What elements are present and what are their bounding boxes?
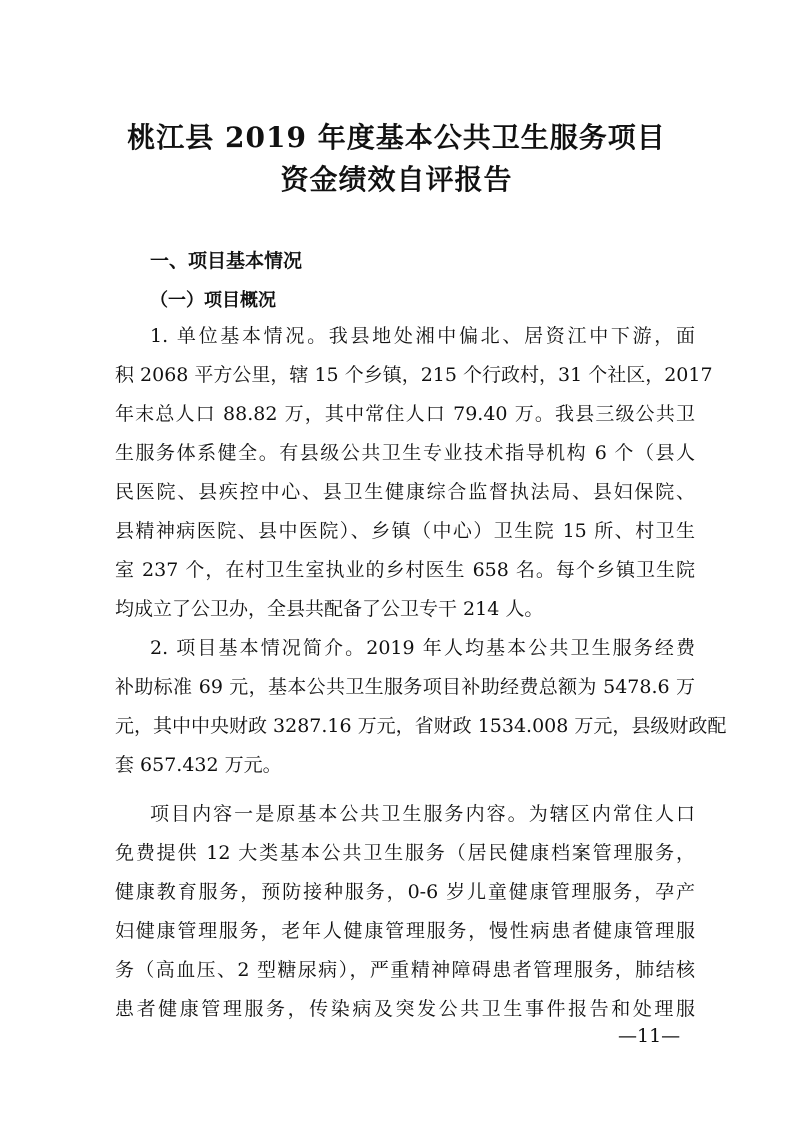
body-text-line: 2. 项目基本情况简介。2019 年人均基本公共卫生服务经费 bbox=[150, 637, 695, 659]
body-text-line: 积 2068 平方公里，辖 15 个乡镇，215 个行政村，31 个社区，2017 bbox=[115, 364, 713, 386]
document-title-line-2: 资金绩效自评报告 bbox=[280, 163, 513, 196]
document-title-line-1: 桃江县 2019 年度基本公共卫生服务项目 bbox=[127, 121, 666, 154]
body-text-line: 免费提供 12 大类基本公共卫生服务（居民健康档案管理服务， bbox=[115, 842, 695, 864]
body-text-line: 健康教育服务，预防接种服务，0-6 岁儿童健康管理服务，孕产 bbox=[115, 881, 695, 903]
body-text-line: 民医院、县疾控中心、县卫生健康综合监督执法局、县妇保院、 bbox=[115, 481, 695, 503]
section-heading: 一、项目基本情况 bbox=[150, 250, 303, 272]
body-text-line: 套 657.432 万元。 bbox=[115, 754, 282, 776]
body-text-line: 室 237 个，在村卫生室执业的乡村医生 658 名。每个乡镇卫生院 bbox=[115, 559, 695, 581]
body-text-line: 县精神病医院、县中医院）、乡镇（中心）卫生院 15 所、村卫生 bbox=[115, 520, 695, 542]
body-text-line: 补助标准 69 元，基本公共卫生服务项目补助经费总额为 5478.6 万 bbox=[115, 676, 695, 698]
body-text-line: 生服务体系健全。有县级公共卫生专业技术指导机构 6 个（县人 bbox=[115, 442, 695, 464]
body-text-line: 1. 单位基本情况。我县地处湘中偏北、居资江中下游，面 bbox=[150, 325, 695, 347]
subsection-heading: （一）项目概况 bbox=[150, 290, 276, 311]
body-text-line: 均成立了公卫办，全县共配备了公卫专干 214 人。 bbox=[115, 598, 544, 620]
body-text-line: 年末总人口 88.82 万，其中常住人口 79.40 万。我县三级公共卫 bbox=[115, 403, 695, 425]
page-number: —11— bbox=[618, 1025, 681, 1047]
body-text-line: 妇健康管理服务，老年人健康管理服务，慢性病患者健康管理服 bbox=[115, 920, 695, 942]
body-text-line: 项目内容一是原基本公共卫生服务内容。为辖区内常住人口 bbox=[150, 803, 695, 825]
body-text-line: 务（高血压、2 型糖尿病），严重精神障碍患者管理服务，肺结核 bbox=[115, 959, 695, 981]
body-text-line: 患者健康管理服务，传染病及突发公共卫生事件报告和处理服 bbox=[115, 998, 695, 1020]
body-text-line: 元，其中中央财政 3287.16 万元，省财政 1534.008 万元，县级财政配 bbox=[115, 715, 727, 737]
